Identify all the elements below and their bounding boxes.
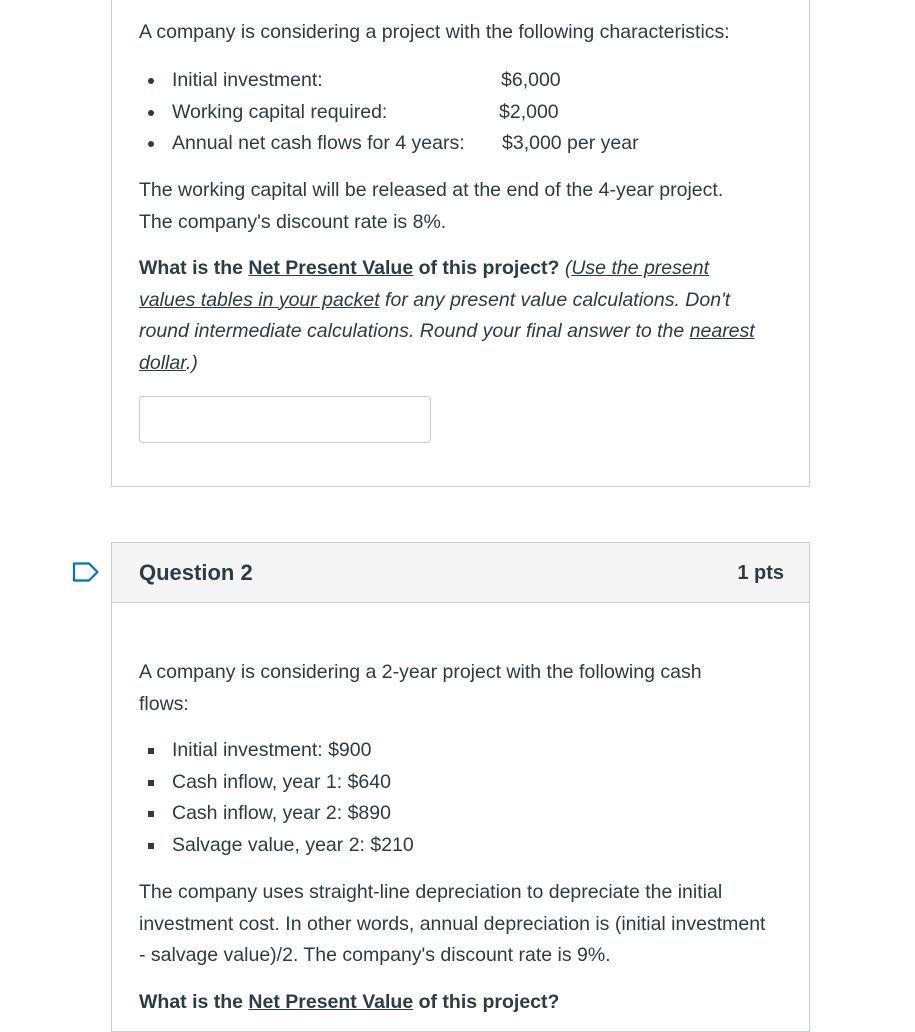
question-2-card xyxy=(111,542,810,1032)
details-line-2: The company's discount rate is 8%. xyxy=(139,210,447,233)
bullet-icon xyxy=(148,811,154,817)
bullet-icon xyxy=(148,110,154,116)
bullet-icon xyxy=(148,748,154,754)
nearest-dollar-term: nearest dollar xyxy=(139,320,755,374)
details-line-1: The working capital will be released at the end of the 4-year project. xyxy=(139,179,724,201)
question-points: 1 pts xyxy=(737,562,784,584)
item-value: $3,000 per year xyxy=(502,132,639,155)
list-item xyxy=(139,798,414,830)
prompt-paragraph xyxy=(139,987,783,1019)
question-2-header xyxy=(112,543,809,603)
question-2-details: The company uses straight-line depreciation to depreciate the initial investment cost. In other words, annual depreciation is (initial investment - salvage value)/2. The company's discount rate is 9%. xyxy=(139,881,766,966)
question-2-intro: A company is considering a 2-year project with the following cash flows: xyxy=(139,661,702,715)
question-1-intro: A company is considering a project with the following characteristics: xyxy=(139,21,730,43)
prompt-lead: What is the xyxy=(139,257,249,279)
item-text: Salvage value, year 2: $210 xyxy=(172,834,414,857)
list-item xyxy=(139,767,414,799)
item-value: $6,000 xyxy=(501,69,561,91)
list-item xyxy=(139,65,561,97)
question-2-cash-flows xyxy=(139,735,414,862)
question-2-prompt xyxy=(139,987,783,1019)
prompt-paragraph xyxy=(139,253,769,379)
bookmark-flag-icon[interactable] xyxy=(72,562,100,582)
bullet-icon xyxy=(148,78,154,84)
npv-term: Net Present Value xyxy=(248,257,414,279)
hint-open: ( xyxy=(559,257,572,279)
item-text: Cash inflow, year 2: $890 xyxy=(172,802,391,825)
list-item xyxy=(139,128,639,160)
list-item xyxy=(139,97,559,129)
question-1-text xyxy=(139,17,783,49)
hint-middle: for any present value calculations. Don't round intermediate calculations. Round your final answer to the xyxy=(139,288,731,342)
prompt-tail: of this project? xyxy=(413,257,560,279)
list-item xyxy=(139,830,414,862)
question-1-card xyxy=(111,0,810,487)
question-1-characteristics xyxy=(139,65,639,160)
question-title: Question 2 xyxy=(139,560,253,585)
item-value: $2,000 xyxy=(499,100,559,123)
bullet-icon xyxy=(148,780,154,786)
prompt-lead: What is the xyxy=(139,991,249,1013)
question-1-details xyxy=(139,175,783,238)
question-1-prompt xyxy=(139,253,769,379)
item-label: Annual net cash flows for 4 years: xyxy=(172,132,465,155)
bullet-icon xyxy=(148,843,154,849)
bullet-icon xyxy=(148,141,154,147)
item-text: Initial investment: $900 xyxy=(172,739,372,761)
present-value-tables-link: Use the present values tables in your packet xyxy=(139,257,710,311)
hint-close: .) xyxy=(185,351,198,374)
item-label: Working capital required: xyxy=(172,100,388,123)
answer-input[interactable] xyxy=(139,396,431,443)
item-label: Initial investment: xyxy=(172,69,323,91)
item-text: Cash inflow, year 1: $640 xyxy=(172,770,391,793)
prompt-tail: of this project? xyxy=(413,991,560,1013)
list-item xyxy=(139,735,414,767)
question-2-intro-block xyxy=(139,657,749,720)
npv-term: Net Present Value xyxy=(248,991,414,1013)
question-2-details-block xyxy=(139,877,769,972)
